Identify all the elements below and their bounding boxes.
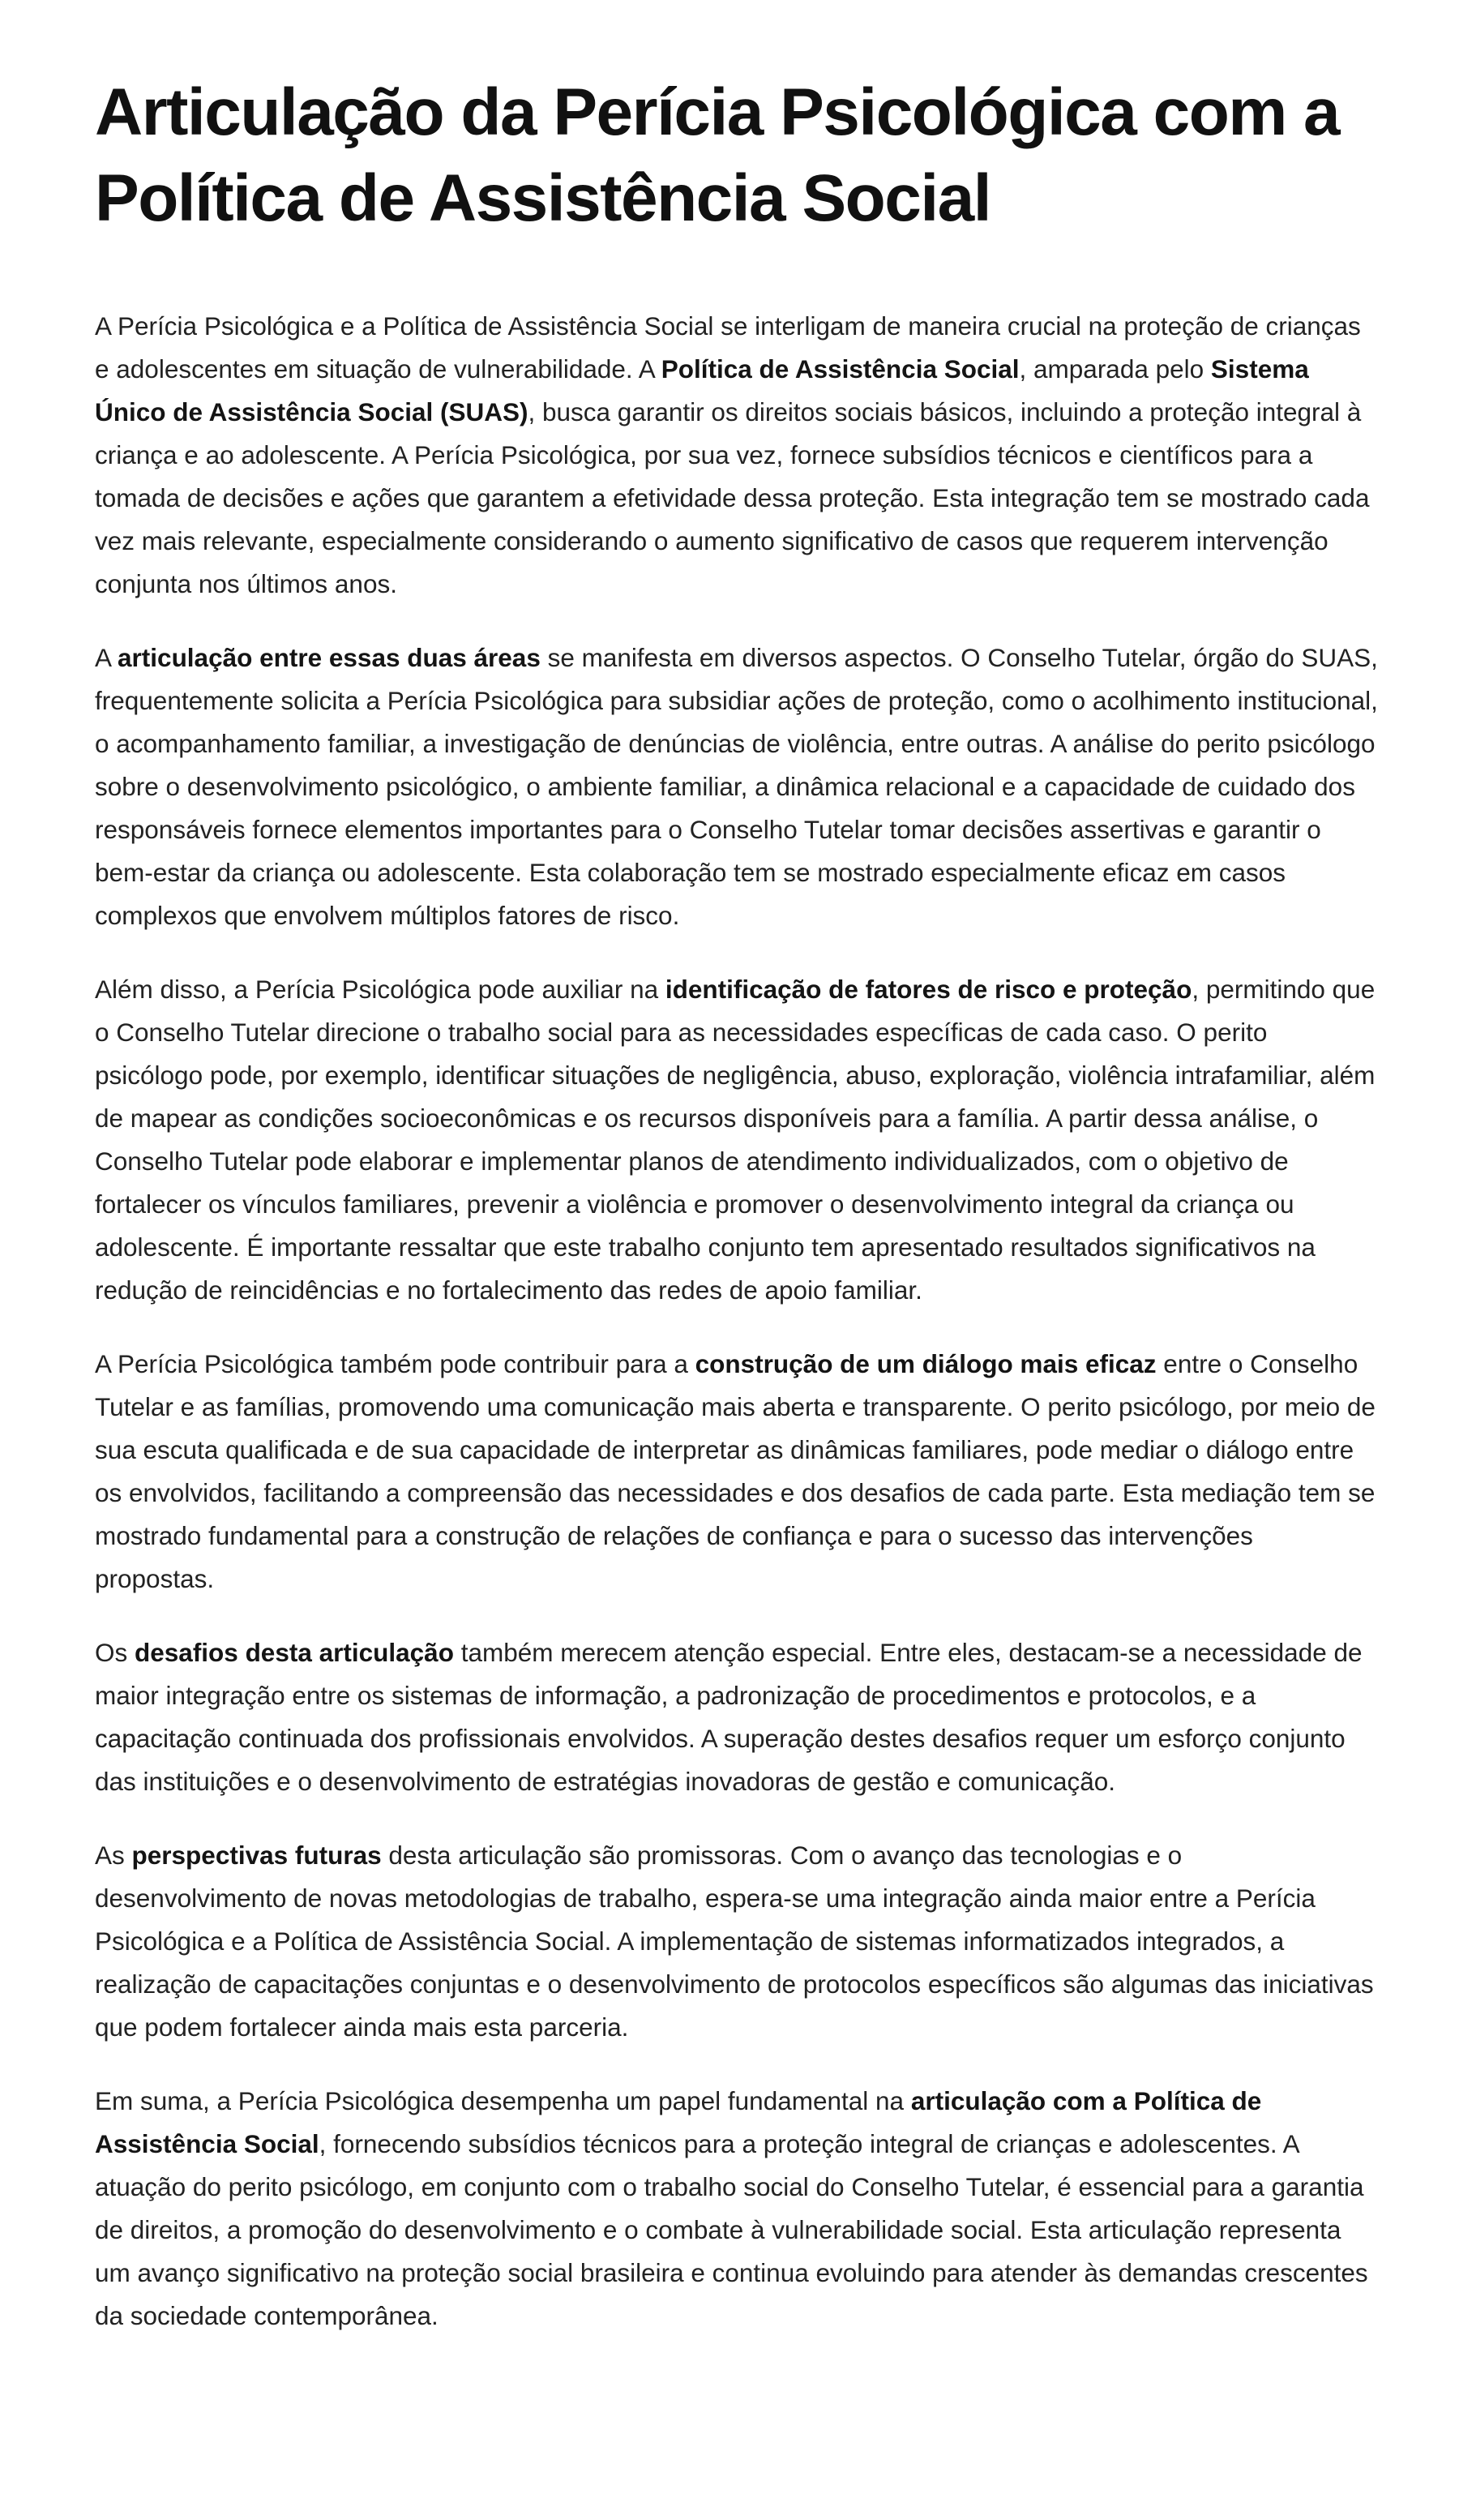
body-text: se manifesta em diversos aspectos. O Conselho Tutelar, órgão do SUAS, frequentemente solicita a Perícia Psicológica para subsidiar ações de proteção, como o acolhimento institucional, o acompanhamento familiar, a investigação de denúncias de violência, entre outras. A análise do perito psicólogo sobre o desenvolvimento psicológico, o ambiente familiar, a dinâmica relacional e a capacidade de cuidado dos responsáveis fornece elementos importantes para o Conselho Tutelar tomar decisões assertivas e garantir o bem-estar da criança ou adolescente. Esta colaboração tem se mostrado especialmente eficaz em casos complexos que envolvem múltiplos fatores de risco. (95, 643, 1378, 930)
body-text: Os (95, 1638, 135, 1667)
paragraph (95, 1631, 1378, 1803)
body-text: , amparada pelo (1019, 354, 1211, 384)
body-text: As (95, 1841, 132, 1870)
body-text: , busca garantir os direitos sociais básicos, incluindo a proteção integral à criança e ao adolescente. A Perícia Psicológica, por sua vez, fornece subsídios técnicos e científicos para a tomada de decisões e ações que garantem a efetividade dessa proteção. Esta integração tem se mostrado cada vez mais relevante, especialmente considerando o aumento significativo de casos que requerem intervenção conjunta nos últimos anos. (95, 397, 1370, 598)
paragraph (95, 1343, 1378, 1601)
emphasis-text: articulação com a Política de Assistência Social (95, 2086, 1262, 2158)
emphasis-text: Política de Assistência Social (661, 354, 1020, 384)
page-title: Articulação da Perícia Psicológica com a Política de Assistência Social (95, 75, 1340, 235)
body-text: também merecem atenção especial. Entre eles, destacam-se a necessidade de maior integração entre os sistemas de informação, a padronização de procedimentos e protocolos, e a capacitação continuada dos profissionais envolvidos. A superação destes desafios requer um esforço conjunto das instituições e o desenvolvimento de estratégias inovadoras de gestão e comunicação. (95, 1638, 1363, 1796)
emphasis-text: construção de um diálogo mais eficaz (695, 1349, 1157, 1378)
paragraph (95, 1834, 1378, 2049)
paragraph (95, 305, 1378, 606)
paragraph (95, 968, 1378, 1312)
body-text: , fornecendo subsídios técnicos para a proteção integral de crianças e adolescentes. A atuação do perito psicólogo, em conjunto com o trabalho social do Conselho Tutelar, é essencial para a garantia de direitos, a promoção do desenvolvimento e o combate à vulnerabilidade social. Esta articulação representa um avanço significativo na proteção social brasileira e continua evoluindo para atender às demandas crescentes da sociedade contemporânea. (95, 2129, 1368, 2330)
emphasis-text: desafios desta articulação (135, 1638, 454, 1667)
body-text: , permitindo que o Conselho Tutelar direcione o trabalho social para as necessidades específicas de cada caso. O perito psicólogo pode, por exemplo, identificar situações de negligência, abuso, exploração, violência intrafamiliar, além de mapear as condições socioeconômicas e os recursos disponíveis para a família. A partir dessa análise, o Conselho Tutelar pode elaborar e implementar planos de atendimento individualizados, com o objetivo de fortalecer os vínculos familiares, prevenir a violência e promover o desenvolvimento integral da criança ou adolescente. É importante ressaltar que este trabalho conjunto tem apresentado resultados significativos na redução de reincidências e no fortalecimento das redes de apoio familiar. (95, 975, 1376, 1305)
emphasis-text: Sistema Único de Assistência Social (SUAS) (95, 354, 1309, 426)
emphasis-text: perspectivas futuras (131, 1841, 382, 1870)
body-text: Além disso, a Perícia Psicológica pode auxiliar na (95, 975, 665, 1004)
emphasis-text: identificação de fatores de risco e proteção (665, 975, 1192, 1004)
body-text: A Perícia Psicológica e a Política de Assistência Social se interligam de maneira crucial na proteção de crianças e adolescentes em situação de vulnerabilidade. A (95, 311, 1361, 384)
paragraph (95, 636, 1378, 937)
paragraph (95, 2080, 1378, 2338)
body-text: A (95, 643, 118, 672)
emphasis-text: articulação entre essas duas áreas (118, 643, 541, 672)
body-text: Em suma, a Perícia Psicológica desempenha um papel fundamental na (95, 2086, 911, 2115)
body-text: A Perícia Psicológica também pode contribuir para a (95, 1349, 695, 1378)
body-text: entre o Conselho Tutelar e as famílias, promovendo uma comunicação mais aberta e transparente. O perito psicólogo, por meio de sua escuta qualificada e de sua capacidade de interpretar as dinâmicas familiares, pode mediar o diálogo entre os envolvidos, facilitando a compreensão das necessidades e dos desafios de cada parte. Esta mediação tem se mostrado fundamental para a construção de relações de confiança e para o sucesso das intervenções propostas. (95, 1349, 1376, 1593)
body-text: desta articulação são promissoras. Com o avanço das tecnologias e o desenvolvimento de novas metodologias de trabalho, espera-se uma integração ainda maior entre a Perícia Psicológica e a Política de Assistência Social. A implementação de sistemas informatizados integrados, a realização de capacitações conjuntas e o desenvolvimento de protocolos específicos são algumas das iniciativas que podem fortalecer ainda mais esta parceria. (95, 1841, 1374, 2042)
article-body (95, 305, 1378, 2338)
